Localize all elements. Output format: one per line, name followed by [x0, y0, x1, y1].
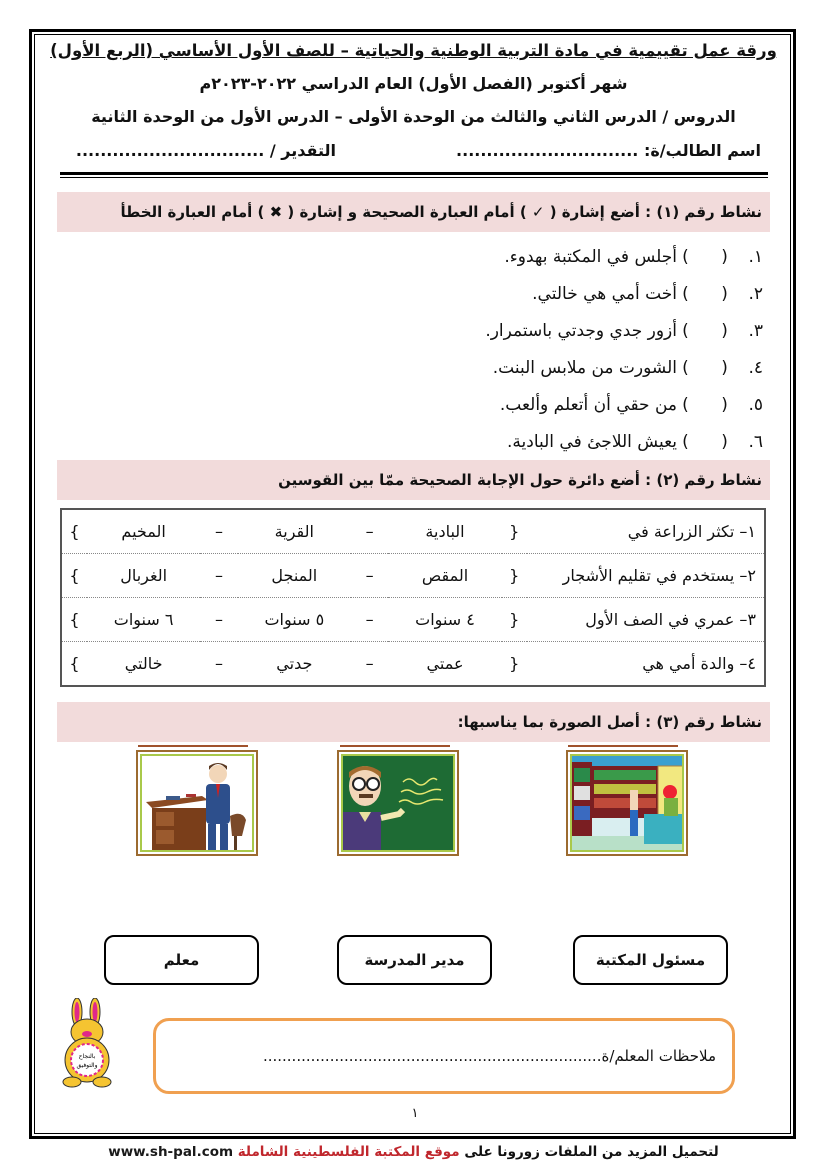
student-info-row — [66, 141, 761, 160]
question-text: ٢– يستخدم في تقليم الأشجار — [527, 554, 765, 598]
worksheet-subtitle: شهر أكتوبر (الفصل الأول) العام الدراسي ٢٠٢٢-٢٠٢٣م — [199, 74, 628, 93]
answer-parentheses[interactable]: ( ) — [682, 246, 728, 267]
divider-line — [138, 745, 248, 747]
activity1-heading: نشاط رقم (١) : أضع إشارة ( ✓ ) أمام العبارة الصحيحة و إشارة ( ✖ ) أمام العبارة الخطأ — [57, 192, 770, 232]
item-number: ٥. — [748, 394, 763, 415]
lessons-line: الدروس / الدرس الثاني والثالث من الوحدة الأولى – الدرس الأول من الوحدة الثانية — [91, 107, 736, 126]
item-number: ٢. — [748, 283, 763, 304]
option-separator: – — [365, 654, 374, 673]
librarian-picture[interactable] — [566, 750, 688, 856]
bunny-text-line1: بالنجاح — [78, 1053, 96, 1060]
answer-parentheses[interactable]: ( ) — [682, 283, 728, 304]
answer-option[interactable]: البادية — [388, 509, 502, 554]
answer-option[interactable]: القرية — [238, 509, 352, 554]
open-brace: { — [502, 554, 527, 598]
student-name-field[interactable]: اسم الطالب/ة: .............................. — [456, 141, 761, 160]
open-brace: { — [502, 598, 527, 642]
open-brace: { — [509, 654, 520, 673]
teacher-picture[interactable] — [337, 750, 459, 856]
divider-line — [340, 745, 450, 747]
close-brace: } — [69, 654, 80, 673]
true-false-item — [485, 423, 763, 460]
footer-text: لتحميل المزيد من الملفات زورونا على — [459, 1144, 719, 1160]
statement-text: أزور جدي وجدتي باستمرار. — [485, 320, 677, 341]
statement-text: أجلس في المكتبة بهدوء. — [504, 246, 677, 267]
answer-parentheses[interactable]: ( ) — [682, 431, 728, 452]
close-brace: } — [61, 598, 87, 642]
answer-option[interactable]: ٤ سنوات — [388, 598, 502, 642]
library-scene-illustration — [572, 756, 684, 852]
answer-parentheses[interactable]: ( ) — [682, 394, 728, 415]
answer-option[interactable]: خالتي — [124, 654, 163, 673]
question-row — [61, 598, 765, 642]
question-row — [61, 642, 765, 687]
option-separator: – — [351, 554, 388, 598]
answer-option[interactable]: الغربال — [87, 554, 201, 598]
answer-option[interactable]: ٦ سنوات — [87, 598, 201, 642]
answer-option[interactable]: المخيم — [87, 509, 201, 554]
true-false-item — [485, 349, 763, 386]
option-separator: – — [200, 509, 237, 554]
question-text: ٤– والدة أمي هي — [642, 654, 756, 673]
open-brace: { — [502, 509, 527, 554]
footer-banner — [60, 1144, 767, 1160]
answer-option[interactable]: المقص — [388, 554, 502, 598]
bunny-text-line2: والتوفيق — [76, 1062, 98, 1069]
item-number: ٤. — [748, 357, 763, 378]
option-separator: – — [351, 598, 388, 642]
grade-field[interactable]: التقدير / ............................... — [75, 141, 337, 160]
answer-option[interactable]: المنجل — [238, 554, 352, 598]
statement-text: يعيش اللاجئ في البادية. — [507, 431, 677, 452]
option-separator: – — [214, 654, 223, 673]
option-separator: – — [200, 598, 237, 642]
footer-url-link[interactable]: www.sh-pal.com — [108, 1144, 238, 1160]
principal-at-desk-illustration — [142, 756, 254, 852]
true-false-item — [485, 312, 763, 349]
bunny-mascot-icon — [58, 998, 116, 1088]
option-separator: – — [200, 554, 237, 598]
item-number: ٦. — [748, 431, 763, 452]
worksheet-title: ورقة عمل تقييمية في مادة التربية الوطنية والحياتية – للصف الأول الأساسي (الربع الأول) — [50, 41, 777, 60]
page-number: ١ — [411, 1106, 419, 1121]
teacher-notes-field[interactable]: ملاحظات المعلم/ة....................................................................... — [262, 1047, 716, 1065]
header-divider — [60, 172, 768, 178]
item-number: ٣. — [748, 320, 763, 341]
role-principal-box[interactable]: مدير المدرسة — [337, 935, 492, 985]
true-false-list — [485, 238, 763, 460]
true-false-item — [485, 386, 763, 423]
question-text: ١– تكثر الزراعة في — [527, 509, 765, 554]
activity3-heading: نشاط رقم (٣) : أصل الصورة بما يناسبها: — [57, 702, 770, 742]
principal-picture[interactable] — [136, 750, 258, 856]
close-brace: } — [61, 509, 87, 554]
question-row — [61, 509, 765, 554]
option-separator: – — [351, 509, 388, 554]
true-false-item — [485, 238, 763, 275]
activity2-heading: نشاط رقم (٢) : أضع دائرة حول الإجابة الصحيحة ممّا بين القوسين — [57, 460, 770, 500]
answer-option[interactable]: جدتي — [276, 654, 313, 673]
footer-site-name[interactable]: موقع المكتبة الفلسطينية الشاملة — [237, 1144, 460, 1160]
role-teacher-box[interactable]: معلم — [104, 935, 259, 985]
statement-text: من حقي أن أتعلم وألعب. — [499, 394, 677, 415]
close-brace: } — [61, 554, 87, 598]
answer-parentheses[interactable]: ( ) — [682, 357, 728, 378]
true-false-item — [485, 275, 763, 312]
answer-parentheses[interactable]: ( ) — [682, 320, 728, 341]
statement-text: الشورت من ملابس البنت. — [492, 357, 677, 378]
statement-text: أخت أمي هي خالتي. — [532, 283, 677, 304]
question-text: ٣– عمري في الصف الأول — [527, 598, 765, 642]
role-librarian-box[interactable]: مسئول المكتبة — [573, 935, 728, 985]
multiple-choice-table — [60, 508, 766, 687]
question-row — [61, 554, 765, 598]
teacher-at-chalkboard-illustration — [343, 756, 455, 852]
answer-option[interactable]: عمتي — [426, 654, 464, 673]
teacher-notes-box — [153, 1018, 735, 1094]
item-number: ١. — [748, 246, 763, 267]
divider-line — [568, 745, 678, 747]
answer-option[interactable]: ٥ سنوات — [238, 598, 352, 642]
